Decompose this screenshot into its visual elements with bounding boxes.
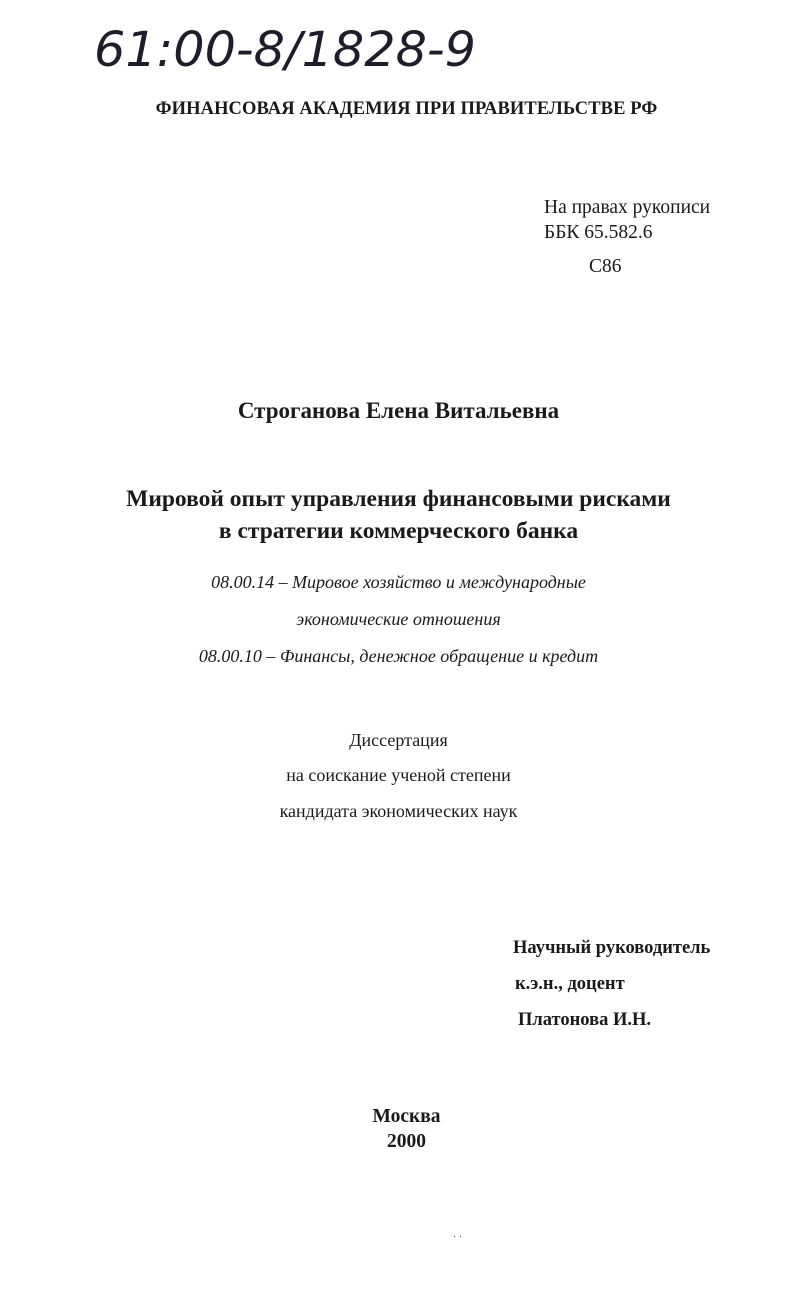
specialty-line-1: 08.00.14 – Мировое хозяйство и международные xyxy=(211,572,586,592)
author-name: Строганова Елена Витальевна xyxy=(237,398,560,423)
archive-number-text: 61:00-8/1828-9 xyxy=(94,22,476,78)
scan-specks: · · xyxy=(453,1232,463,1243)
supervisor-degree: к.э.н., доцент xyxy=(515,974,625,994)
city: Москва xyxy=(372,1106,441,1127)
bbk-index: ББК 65.582.6 xyxy=(544,222,653,243)
author-sign-code: С86 xyxy=(589,256,622,277)
thesis-title-line-1: Мировой опыт управления финансовыми рисками xyxy=(126,486,671,512)
supervisor-name: Платонова И.Н. xyxy=(518,1010,651,1030)
manuscript-rights: На правах рукописи xyxy=(544,197,711,218)
degree-line-2: кандидата экономических наук xyxy=(279,801,518,821)
year: 2000 xyxy=(387,1131,426,1152)
supervisor-role: Научный руководитель xyxy=(513,938,711,958)
thesis-title-line-2: в стратегии коммерческого банка xyxy=(218,518,579,544)
specialty-line-3: 08.00.10 – Финансы, денежное обращение и кредит xyxy=(198,646,599,666)
handwritten-archive-number xyxy=(92,8,482,88)
dissertation-label: Диссертация xyxy=(349,730,448,750)
specialty-line-2: экономические отношения xyxy=(296,609,501,629)
academy-name: ФИНАНСОВАЯ АКАДЕМИЯ ПРИ ПРАВИТЕЛЬСТВЕ РФ xyxy=(155,99,658,119)
degree-line-1: на соискание ученой степени xyxy=(286,765,511,785)
